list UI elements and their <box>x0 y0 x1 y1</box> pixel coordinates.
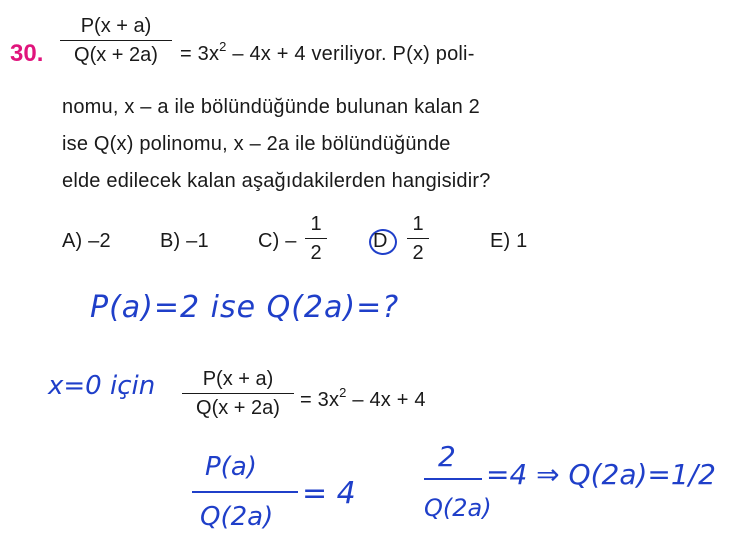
question-equation-rhs: = $3x^2 - 4x + 4$ veriliyor. P(x) poli- <box>180 39 475 65</box>
option-a[interactable]: A) –2 <box>62 230 111 252</box>
handwritten-fraction-bar <box>192 491 298 493</box>
question-number: 30. <box>10 40 44 67</box>
handwritten-equals-4: = 4 <box>302 476 356 511</box>
option-d-label: D <box>373 230 388 252</box>
question-fraction <box>60 14 172 67</box>
work-fraction: P(x + a) Q(x + 2a) <box>182 367 294 420</box>
handwritten-result: =4 ⇒ Q(2a)=1/2 <box>486 458 716 491</box>
option-d-fraction: 1 2 <box>407 212 429 265</box>
option-c-label: C) – <box>258 230 297 252</box>
option-c-fraction: 1 2 <box>305 212 327 265</box>
handwritten-given: P(a)=2 ise Q(2a)=? <box>90 290 400 325</box>
handwritten-x-zero: x=0 için <box>48 371 156 401</box>
work-equation-rhs: = $3x^2 - 4x + 4$ <box>300 385 426 411</box>
question-line-4: elde edilecek kalan aşağıdakilerden hangisidir? <box>62 170 491 192</box>
option-b[interactable]: B) –1 <box>160 230 209 252</box>
handwritten-denominator-2: Q(2a) <box>424 494 492 522</box>
handwritten-denominator: Q(2a) <box>200 502 274 532</box>
question-line-3: ise Q(x) polinomu, x – 2a ile bölündüğünde <box>62 133 451 155</box>
handwritten-numerator-2: 2 <box>438 440 456 473</box>
question-line-2: nomu, x – a ile bölündüğünde bulunan kalan 2 <box>62 96 481 118</box>
option-e[interactable]: E) 1 <box>490 230 528 252</box>
fraction-numerator: P(x + a) <box>80 15 152 37</box>
handwritten-numerator: P(a) <box>205 452 257 482</box>
fraction-denominator: Q(x + 2a) <box>74 44 158 66</box>
fraction-bar <box>60 40 172 41</box>
exponent: 2 <box>219 39 227 54</box>
handwritten-fraction-bar-2 <box>424 478 482 480</box>
